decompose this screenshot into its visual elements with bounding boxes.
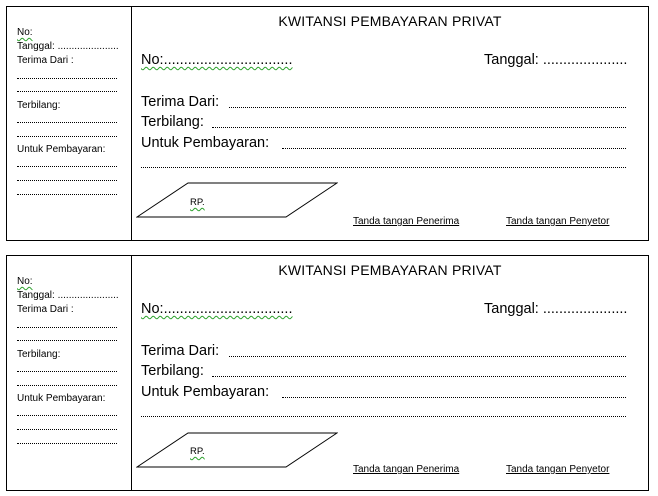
rp-label: RP. xyxy=(190,446,205,457)
stub-fill-line xyxy=(17,136,117,137)
terima-dari-label: Terima Dari: xyxy=(141,343,220,359)
receipt-stub xyxy=(7,256,132,490)
stub-no-label: No: xyxy=(17,27,33,38)
stub-terbilang-label: Terbilang: xyxy=(17,349,61,360)
receipt-1 xyxy=(6,6,649,241)
amount-parallelogram xyxy=(136,432,338,468)
untuk-pembayaran-fill xyxy=(282,397,626,398)
stub-fill-line xyxy=(17,385,117,386)
terbilang-label: Terbilang: xyxy=(141,114,204,130)
terbilang-label: Terbilang: xyxy=(141,363,204,379)
stub-fill-line xyxy=(17,180,117,181)
stub-untuk-pembayaran-label: Untuk Pembayaran: xyxy=(17,144,106,155)
receipt-main xyxy=(132,7,648,240)
stub-fill-line xyxy=(17,371,117,372)
no-field: No:................................ xyxy=(141,52,293,68)
terima-dari-fill xyxy=(229,356,626,357)
stub-fill-line xyxy=(17,78,117,79)
terbilang-fill xyxy=(212,127,626,128)
stub-terima-dari-label: Terima Dari : xyxy=(17,304,74,315)
stub-fill-line xyxy=(17,166,117,167)
stub-fill-line xyxy=(17,340,117,341)
stub-fill-line xyxy=(17,429,117,430)
stub-fill-line xyxy=(17,415,117,416)
stub-terima-dari-label: Terima Dari : xyxy=(17,55,74,66)
tanggal-field: Tanggal: ..................... xyxy=(484,301,628,317)
stub-tanggal-label: Tanggal: ...................... xyxy=(17,290,119,301)
receipt-2 xyxy=(6,255,649,491)
stub-no-label: No: xyxy=(17,276,33,287)
stub-fill-line xyxy=(17,194,117,195)
untuk-pembayaran-label: Untuk Pembayaran: xyxy=(141,384,270,400)
untuk-pembayaran-label: Untuk Pembayaran: xyxy=(141,135,270,151)
rp-label: RP. xyxy=(190,197,205,208)
extra-fill-line xyxy=(141,167,626,168)
no-field: No:................................ xyxy=(141,301,293,317)
stub-fill-line xyxy=(17,122,117,123)
untuk-pembayaran-fill xyxy=(282,148,626,149)
stub-untuk-pembayaran-label: Untuk Pembayaran: xyxy=(17,393,106,404)
stub-tanggal-label: Tanggal: ...................... xyxy=(17,41,119,52)
tanggal-field: Tanggal: ..................... xyxy=(484,52,628,68)
extra-fill-line xyxy=(141,416,626,417)
receipt-title: KWITANSI PEMBAYARAN PRIVAT xyxy=(278,262,502,278)
terima-dari-label: Terima Dari: xyxy=(141,94,220,110)
signature-receiver: Tanda tangan Penerima xyxy=(353,216,460,227)
receipt-title: KWITANSI PEMBAYARAN PRIVAT xyxy=(278,13,502,29)
stub-fill-line xyxy=(17,327,117,328)
terima-dari-fill xyxy=(229,107,626,108)
receipt-stub xyxy=(7,7,132,240)
signature-payer: Tanda tangan Penyetor xyxy=(506,464,610,475)
amount-parallelogram xyxy=(136,182,338,218)
signature-receiver: Tanda tangan Penerima xyxy=(353,464,460,475)
terbilang-fill xyxy=(212,376,626,377)
stub-fill-line xyxy=(17,91,117,92)
stub-terbilang-label: Terbilang: xyxy=(17,100,61,111)
signature-payer: Tanda tangan Penyetor xyxy=(506,216,610,227)
stub-fill-line xyxy=(17,443,117,444)
receipt-main xyxy=(132,256,648,490)
